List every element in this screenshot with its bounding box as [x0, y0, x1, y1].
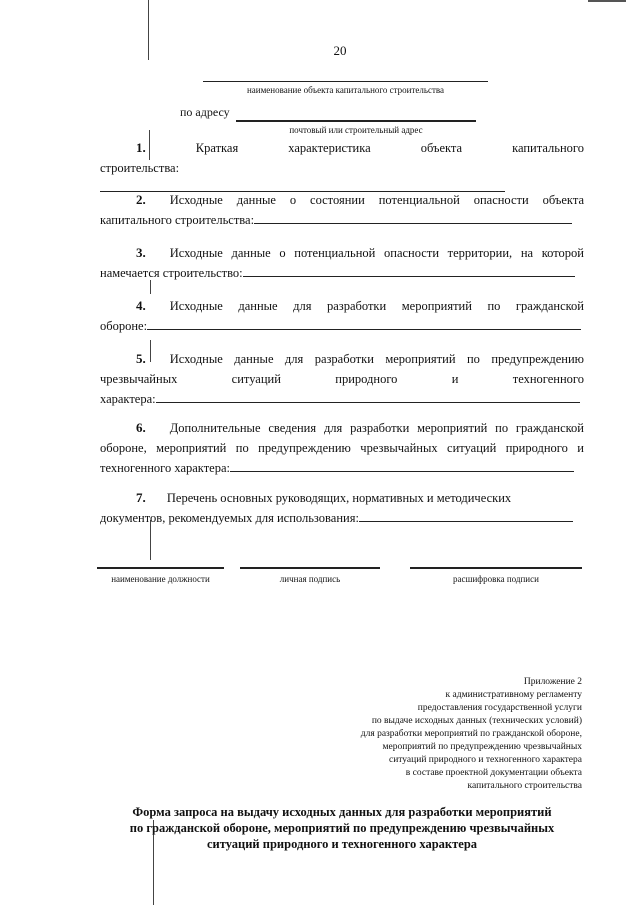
appendix-line: предоставления государственной услуги	[417, 703, 582, 713]
appendix-block	[361, 676, 582, 793]
page-number: 20	[333, 43, 347, 58]
item-5-text: Исходные данные для разработки мероприятий по предупреждению	[169, 352, 584, 366]
item-4	[100, 296, 584, 336]
item-5-text: характера:	[100, 392, 156, 406]
form-title-line: ситуаций природного и техногенного характера	[206, 837, 478, 851]
item-5-number: 5.	[136, 351, 146, 366]
item-5-line-3	[100, 389, 584, 409]
item-5-line-1	[100, 349, 584, 369]
item-3	[100, 243, 584, 283]
appendix-line: для разработки мероприятий по гражданской обороне,	[360, 729, 582, 739]
item-6-fill[interactable]	[230, 460, 574, 472]
object-name-line	[203, 81, 488, 82]
item-1-word: характеристика	[288, 141, 371, 155]
item-6-line-1	[100, 418, 584, 438]
transcript-caption: расшифровка подписи	[453, 574, 539, 584]
appendix-line: Приложение 2	[523, 677, 582, 687]
item-3-text: намечается строительство:	[100, 266, 243, 280]
appendix-line: по выдаче исходных данных (технических условий)	[371, 716, 582, 726]
item-5-word: техногенного	[512, 372, 584, 386]
signature-line[interactable]	[240, 567, 380, 569]
item-5-fill[interactable]	[156, 391, 580, 403]
appendix-line: к административному регламенту	[445, 690, 582, 700]
item-6-text: обороне, мероприятий по предупреждению чрезвычайных ситуаций природного и	[100, 441, 584, 455]
item-5-word: ситуаций	[231, 372, 281, 386]
item-2-fill[interactable]	[254, 212, 572, 224]
item-3-line-1	[100, 243, 584, 263]
item-2-line-1	[100, 190, 584, 210]
signature-caption: личная подпись	[279, 574, 341, 584]
item-4-line-2	[100, 316, 584, 336]
item-5	[100, 349, 584, 409]
item-2	[100, 190, 584, 230]
transcript-line[interactable]	[410, 567, 582, 569]
item-7	[100, 488, 584, 528]
item-4-text: обороне:	[100, 319, 148, 333]
item-1-word: Краткая	[195, 141, 239, 155]
appendix-line: мероприятий по предупреждению чрезвычайных	[382, 742, 582, 752]
item-1-line-1	[100, 138, 584, 158]
item-5-word: чрезвычайных	[100, 372, 178, 386]
item-1-word: капитального	[512, 141, 584, 155]
item-1-text: строительства:	[100, 161, 180, 175]
appendix-line: в составе проектной документации объекта	[405, 768, 582, 778]
address-caption: почтовый или строительный адрес	[289, 125, 423, 135]
item-6-line-2	[100, 438, 584, 458]
position-line[interactable]	[97, 567, 224, 569]
item-2-text: капитального строительства:	[100, 213, 255, 227]
item-5-word: и	[451, 372, 459, 386]
address-line	[236, 120, 476, 122]
item-5-line-2	[100, 369, 584, 389]
appendix-line: капитального строительства	[467, 781, 582, 791]
item-6-line-3	[100, 458, 584, 478]
item-7-line-1	[100, 488, 584, 508]
item-7-text: Перечень основных руководящих, нормативных и методических	[166, 491, 512, 505]
item-6-number: 6.	[136, 420, 146, 435]
form-title-line: Форма запроса на выдачу исходных данных для разработки мероприятий	[132, 805, 552, 819]
address-label: по адресу	[180, 105, 230, 119]
scan-artifact-line	[148, 0, 149, 60]
item-2-number: 2.	[136, 192, 146, 207]
item-1	[100, 138, 584, 198]
appendix-line: ситуаций природного и техногенного характера	[388, 755, 582, 765]
form-title-line: по гражданской обороне, мероприятий по предупреждению чрезвычайных	[129, 821, 555, 835]
item-7-text: документов, рекомендуемых для использования:	[100, 511, 359, 525]
position-caption: наименование должности	[111, 574, 210, 584]
item-3-fill[interactable]	[243, 265, 575, 277]
item-4-line-1	[100, 296, 584, 316]
item-3-line-2	[100, 263, 584, 283]
item-6-text: Дополнительные сведения для разработки мероприятий по гражданской	[169, 421, 584, 435]
form-title	[100, 804, 584, 852]
item-1-word: объекта	[420, 141, 463, 155]
item-6-text: техногенного характера:	[100, 461, 230, 475]
item-1-number: 1.	[136, 140, 146, 155]
item-4-text: Исходные данные для разработки мероприятий по гражданской	[169, 299, 584, 313]
item-5-word: природного	[335, 372, 398, 386]
item-2-line-2	[100, 210, 584, 230]
item-6	[100, 418, 584, 478]
scan-artifact-corner	[588, 0, 626, 2]
item-3-number: 3.	[136, 245, 146, 260]
item-7-line-2	[100, 508, 584, 528]
item-7-number: 7.	[136, 490, 146, 505]
item-4-fill[interactable]	[147, 318, 581, 330]
object-name-caption: наименование объекта капитального строительства	[246, 85, 445, 95]
item-4-number: 4.	[136, 298, 146, 313]
item-2-text: Исходные данные о состоянии потенциальной опасности объекта	[169, 193, 584, 207]
item-3-text: Исходные данные о потенциальной опасности территории, на которой	[169, 246, 584, 260]
item-7-fill[interactable]	[359, 510, 573, 522]
